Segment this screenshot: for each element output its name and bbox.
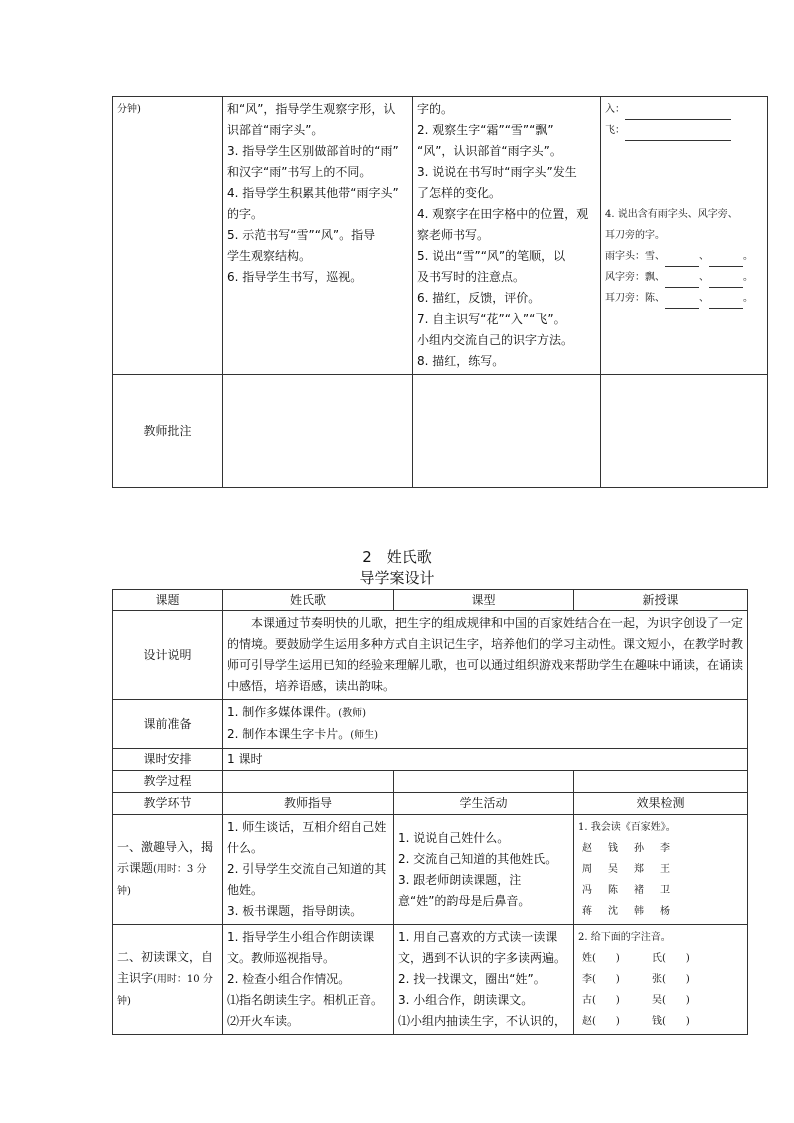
surname-row bbox=[582, 901, 743, 922]
type-label: 课型 bbox=[394, 590, 574, 611]
student-activity-line: 3. 说说在书写时“雨字头”发生 bbox=[417, 165, 577, 179]
surname: 褚 bbox=[634, 885, 644, 896]
rain-radical-row: 雨字头：雪、 、 。 bbox=[605, 246, 763, 267]
teacher-guide-line: 识部首“雨字头”。 bbox=[227, 123, 324, 137]
surname: 卫 bbox=[660, 885, 670, 896]
teacher-guide-line: 和汉字“雨”书写上的不同。 bbox=[227, 165, 372, 179]
surname: 孙 bbox=[634, 843, 644, 854]
pinyin-row bbox=[582, 1011, 743, 1032]
answer-blank[interactable] bbox=[625, 140, 731, 141]
check2-title: 2. 给下面的字注音。 bbox=[578, 932, 671, 943]
student-activity-line: 察老师书写。 bbox=[417, 228, 490, 242]
prep-line: 1. 制作多媒体课件。 bbox=[227, 705, 339, 719]
col-header-student: 学生活动 bbox=[394, 793, 574, 815]
comment-cell[interactable] bbox=[223, 375, 413, 488]
prep-note: (师生) bbox=[350, 730, 379, 741]
student-activity-line: 5. 说出“雪”“风”的笔顺，以 bbox=[417, 249, 566, 263]
surname: 韩 bbox=[634, 906, 644, 917]
stage2-student bbox=[394, 925, 574, 1035]
surname: 蒋 bbox=[582, 906, 592, 917]
stage2-cell bbox=[113, 925, 223, 1035]
pinyin-item[interactable]: 姓( ) bbox=[582, 953, 620, 964]
teacher-guide-line: 的字。 bbox=[227, 207, 264, 221]
question-4-cont: 耳刀旁的字。 bbox=[605, 230, 665, 241]
stage-time-tail: 分钟) bbox=[117, 104, 141, 115]
design-label: 设计说明 bbox=[113, 611, 223, 700]
answer-blank[interactable] bbox=[665, 308, 699, 309]
time-value: 1 课时 bbox=[223, 749, 748, 771]
teacher-step: 1. 指导学生小组合作朗读课文。教师巡视指导。 bbox=[227, 930, 375, 965]
empty-cell bbox=[394, 771, 574, 793]
surname: 郑 bbox=[634, 864, 644, 875]
question-4: 4. 说出含有雨字头、风字旁、 bbox=[605, 209, 738, 220]
answer-blank[interactable] bbox=[709, 308, 743, 309]
comment-cell[interactable] bbox=[413, 375, 601, 488]
teacher-guide-line: 6. 指导学生书写，巡视。 bbox=[227, 270, 363, 284]
surname-row bbox=[582, 838, 743, 859]
teacher-guide-line: 4. 指导学生积累其他带“雨字头” bbox=[227, 186, 399, 200]
pinyin-row bbox=[582, 969, 743, 990]
pinyin-row bbox=[582, 990, 743, 1011]
student-activity-line: 4. 观察字在田字格中的位置，观 bbox=[417, 207, 589, 221]
teacher-guide-line: 学生观察结构。 bbox=[227, 249, 312, 263]
student-activity-line: 2. 观察生字“霜”“雪”“飘” bbox=[417, 123, 554, 137]
student-step: 2. 交流自己知道的其他姓氏。 bbox=[398, 851, 558, 866]
type-value: 新授课 bbox=[574, 590, 748, 611]
col-header-stage: 教学环节 bbox=[113, 793, 223, 815]
prep-line: 2. 制作本课生字卡片。 bbox=[227, 727, 351, 741]
stage1-check bbox=[574, 815, 748, 925]
lesson-plan-table bbox=[112, 589, 748, 1035]
surname: 李 bbox=[660, 843, 670, 854]
student-activity-line: 字的。 bbox=[417, 102, 454, 116]
pinyin-item[interactable]: 赵( ) bbox=[582, 1016, 620, 1027]
ear-radical-label: 耳刀旁：陈、 bbox=[605, 293, 665, 304]
pinyin-item[interactable]: 张( ) bbox=[652, 974, 690, 985]
surname: 杨 bbox=[660, 906, 670, 917]
effect-check-cell bbox=[601, 97, 768, 375]
stage1-student bbox=[394, 815, 574, 925]
pinyin-item[interactable]: 钱( ) bbox=[652, 1016, 690, 1027]
lesson-title: 2 姓氏歌 bbox=[362, 548, 432, 566]
col-header-check: 效果检测 bbox=[574, 793, 748, 815]
prep-content bbox=[223, 700, 748, 749]
write-fei-label: 飞： bbox=[605, 125, 625, 136]
stage2-teacher bbox=[223, 925, 394, 1035]
stage1-name: 一、激趣导入，揭示课题 bbox=[117, 840, 214, 875]
pinyin-item[interactable]: 氏( ) bbox=[652, 953, 690, 964]
rain-radical-label: 雨字头：雪、 bbox=[605, 251, 665, 262]
empty-cell bbox=[223, 771, 394, 793]
teacher-guide-line: 5. 示范书写“雪”“风”。指导 bbox=[227, 228, 376, 242]
design-text: 本课通过节奏明快的儿歌，把生字的组成规律和中国的百家姓结合在一起，为识字创设了一定的情境。要鼓励学生运用多种方式自主识记生字，培养他们的学习主动性。课文短小，在教学时教师可引导学生运用已知的经验来理解儿歌，也可以通过组织游戏来帮助学生在趣味中诵读，在诵读中感悟，培养语感，读出韵味。 bbox=[223, 611, 748, 700]
surname: 沈 bbox=[608, 906, 618, 917]
wind-radical-row: 风字旁：飘、 、 。 bbox=[605, 267, 763, 288]
stage1-time: (用时：3 分钟) bbox=[117, 864, 207, 897]
surname: 周 bbox=[582, 864, 592, 875]
surname-row bbox=[582, 859, 743, 880]
time-label: 课时安排 bbox=[113, 749, 223, 771]
ear-radical-row: 耳刀旁：陈、 、 。 bbox=[605, 288, 763, 309]
surname: 冯 bbox=[582, 885, 592, 896]
top-lesson-table bbox=[112, 96, 768, 488]
teacher-step: ⑵开火车读。 bbox=[227, 1014, 300, 1028]
stage2-time: (用时：10 分钟) bbox=[117, 974, 213, 1007]
surname: 吴 bbox=[608, 864, 618, 875]
prep-note: (教师) bbox=[338, 708, 367, 719]
teacher-step: 3. 板书课题，指导朗读。 bbox=[227, 904, 363, 918]
student-activity-line: “风”，认识部首“雨字头”。 bbox=[417, 144, 562, 158]
student-activity-line: 了怎样的变化。 bbox=[417, 186, 502, 200]
pinyin-item[interactable]: 李( ) bbox=[582, 974, 620, 985]
design-subtitle: 导学案设计 bbox=[359, 569, 435, 587]
write-ru-label: 入： bbox=[605, 104, 625, 115]
stage2-check bbox=[574, 925, 748, 1035]
student-activity-line: 7. 自主识写“花”“入”“飞”。 bbox=[417, 312, 566, 326]
teacher-step: 2. 检查小组合作情况。 bbox=[227, 972, 351, 986]
student-activity-line: 8. 描红，练写。 bbox=[417, 354, 505, 368]
student-step: 1. 说说自己姓什么。 bbox=[398, 830, 510, 845]
teacher-guide-line: 和“风”，指导学生观察字形，认 bbox=[227, 102, 396, 116]
student-step: 2. 找一找课文，圈出“姓”。 bbox=[398, 972, 546, 986]
stage-cell bbox=[113, 97, 223, 375]
teacher-step: 1. 师生谈话，互相介绍自己姓什么。 bbox=[227, 820, 387, 855]
student-step: 3. 小组合作，朗读课文。 bbox=[398, 993, 534, 1007]
surname: 陈 bbox=[608, 885, 618, 896]
surname: 钱 bbox=[608, 843, 618, 854]
teacher-step: 2. 引导学生交流自己知道的其他姓。 bbox=[227, 862, 387, 897]
comment-cell[interactable] bbox=[601, 375, 768, 488]
process-label: 教学过程 bbox=[113, 771, 223, 793]
stage2-name: 二、初读课文，自主识字 bbox=[117, 950, 214, 985]
topic-value: 姓氏歌 bbox=[223, 590, 394, 611]
wind-radical-label: 风字旁：飘、 bbox=[605, 272, 665, 283]
teacher-guide-cell bbox=[223, 97, 413, 375]
pinyin-row bbox=[582, 948, 743, 969]
student-step: 1. 用自己喜欢的方式读一读课文，遇到不认识的字多读两遍。 bbox=[398, 930, 567, 965]
check1-title: 1. 我会读《百家姓》。 bbox=[578, 822, 676, 833]
teacher-guide-line: 3. 指导学生区别做部首时的“雨” bbox=[227, 144, 399, 158]
student-activity-cell bbox=[413, 97, 601, 375]
student-activity-line: 6. 描红，反馈，评价。 bbox=[417, 291, 541, 305]
prep-label: 课前准备 bbox=[113, 700, 223, 749]
col-header-teacher: 教师指导 bbox=[223, 793, 394, 815]
pinyin-item[interactable]: 吴( ) bbox=[652, 995, 690, 1006]
teacher-comment-label: 教师批注 bbox=[113, 375, 223, 488]
student-activity-line: 及书写时的注意点。 bbox=[417, 270, 526, 284]
surname-row bbox=[582, 880, 743, 901]
pinyin-item[interactable]: 古( ) bbox=[582, 995, 620, 1006]
student-activity-line: 小组内交流自己的识字方法。 bbox=[417, 333, 574, 347]
teacher-step: ⑴指名朗读生字。相机正音。 bbox=[227, 993, 384, 1007]
student-step: 3. 跟老师朗读课题，注意“姓”的韵母是后鼻音。 bbox=[398, 872, 531, 908]
student-step: ⑴小组内抽读生字，不认识的， bbox=[398, 1014, 567, 1028]
empty-cell bbox=[574, 771, 748, 793]
header-topic-label: 课题 bbox=[113, 590, 223, 611]
stage1-cell bbox=[113, 815, 223, 925]
surname: 赵 bbox=[582, 843, 592, 854]
surname: 王 bbox=[660, 864, 670, 875]
stage1-teacher bbox=[223, 815, 394, 925]
